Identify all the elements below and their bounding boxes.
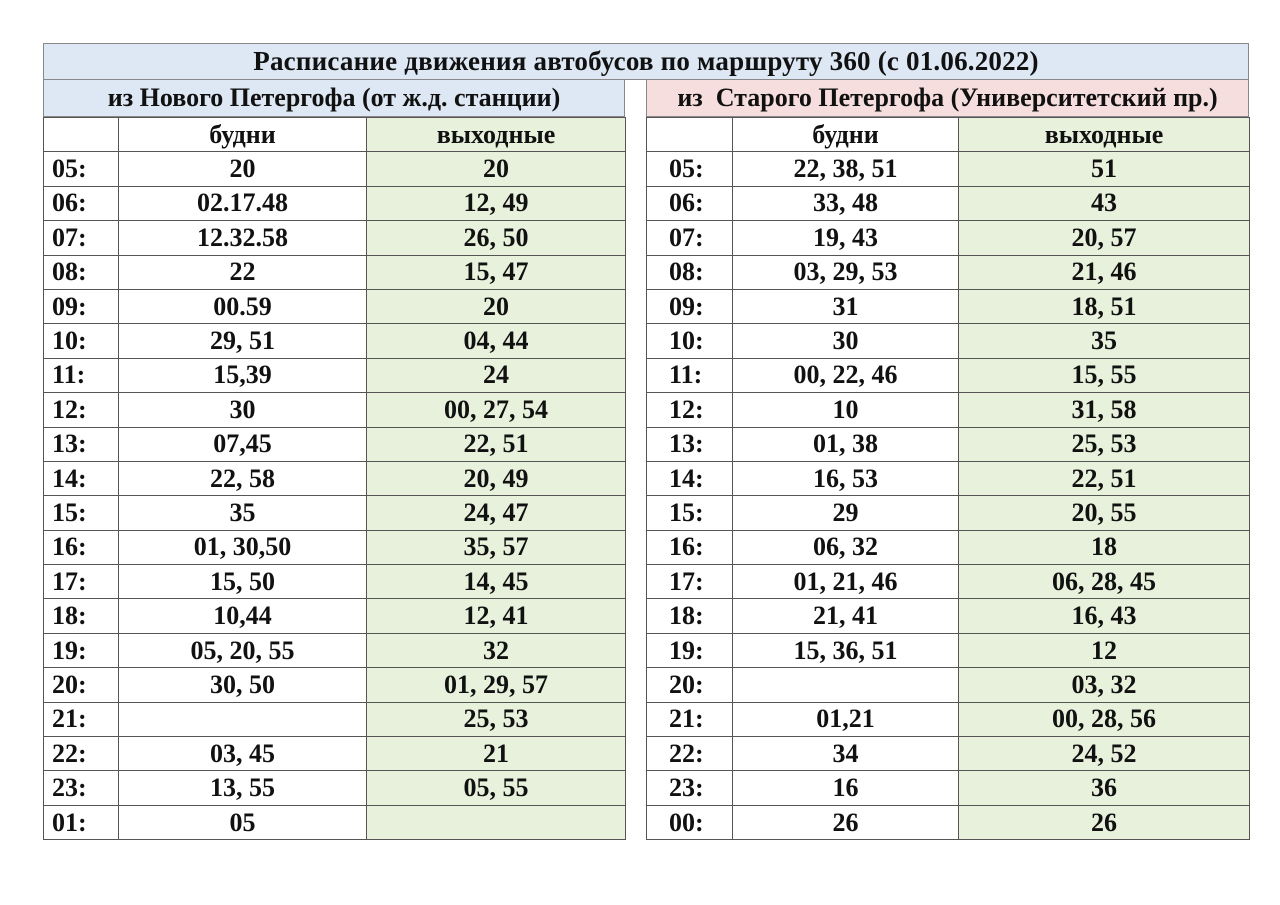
- weekend-times-cell: 24, 47: [367, 496, 626, 530]
- hour-cell: 01:: [44, 805, 119, 839]
- table-header-row: [647, 118, 1250, 152]
- hour-cell: 09:: [647, 289, 733, 323]
- weekdays-times-cell: 16, 53: [733, 461, 959, 495]
- weekdays-times-cell: 07,45: [119, 427, 367, 461]
- weekdays-times-cell: 16: [733, 771, 959, 805]
- weekend-times-cell: 35: [959, 324, 1250, 358]
- table-row: [647, 461, 1250, 495]
- table-row: [44, 289, 626, 323]
- schedule-title: Расписание движения автобусов по маршруту 360 (с 01.06.2022): [43, 43, 1249, 80]
- weekend-times-cell: 12, 49: [367, 186, 626, 220]
- hour-cell: 14:: [647, 461, 733, 495]
- table-row: [647, 737, 1250, 771]
- hour-cell: 13:: [647, 427, 733, 461]
- weekdays-times-cell: 26: [733, 805, 959, 839]
- weekdays-times-cell: 00.59: [119, 289, 367, 323]
- weekend-times-cell: 24, 52: [959, 737, 1250, 771]
- hour-cell: 21:: [44, 702, 119, 736]
- hour-cell: 18:: [44, 599, 119, 633]
- hour-cell: 11:: [647, 358, 733, 392]
- table-row: [647, 289, 1250, 323]
- hour-cell: 09:: [44, 289, 119, 323]
- weekend-times-cell: 18, 51: [959, 289, 1250, 323]
- weekend-times-cell: 24: [367, 358, 626, 392]
- weekdays-column-header: будни: [733, 118, 959, 152]
- table-row: [44, 461, 626, 495]
- weekend-column-header: выходные: [959, 118, 1250, 152]
- hour-cell: 21:: [647, 702, 733, 736]
- weekend-times-cell: 05, 55: [367, 771, 626, 805]
- weekend-times-cell: 32: [367, 633, 626, 667]
- hour-cell: 05:: [647, 152, 733, 186]
- hour-cell: 19:: [44, 633, 119, 667]
- hour-cell: 22:: [647, 737, 733, 771]
- table-row: [647, 702, 1250, 736]
- weekdays-times-cell: 20: [119, 152, 367, 186]
- weekdays-times-cell: 00, 22, 46: [733, 358, 959, 392]
- table-row: [44, 496, 626, 530]
- weekend-times-cell: 20, 49: [367, 461, 626, 495]
- table-row: [44, 737, 626, 771]
- weekend-times-cell: 18: [959, 530, 1250, 564]
- hour-cell: 07:: [647, 221, 733, 255]
- weekend-times-cell: 00, 27, 54: [367, 393, 626, 427]
- weekend-column-header: выходные: [367, 118, 626, 152]
- weekend-times-cell: 15, 47: [367, 255, 626, 289]
- weekdays-times-cell: 33, 48: [733, 186, 959, 220]
- table-row: [44, 599, 626, 633]
- weekend-times-cell: 26, 50: [367, 221, 626, 255]
- hour-cell: 16:: [44, 530, 119, 564]
- hour-cell: 06:: [647, 186, 733, 220]
- weekdays-times-cell: [119, 702, 367, 736]
- hour-cell: 07:: [44, 221, 119, 255]
- table-row: [647, 633, 1250, 667]
- weekdays-times-cell: 15, 50: [119, 565, 367, 599]
- hour-cell: 18:: [647, 599, 733, 633]
- weekend-times-cell: 00, 28, 56: [959, 702, 1250, 736]
- weekend-times-cell: 43: [959, 186, 1250, 220]
- table-row: [44, 530, 626, 564]
- weekdays-times-cell: 22: [119, 255, 367, 289]
- weekdays-times-cell: 03, 45: [119, 737, 367, 771]
- table-row: [647, 324, 1250, 358]
- weekdays-times-cell: 03, 29, 53: [733, 255, 959, 289]
- hour-cell: 12:: [647, 393, 733, 427]
- weekend-times-cell: 15, 55: [959, 358, 1250, 392]
- hour-cell: 16:: [647, 530, 733, 564]
- weekdays-times-cell: 15,39: [119, 358, 367, 392]
- weekend-times-cell: 25, 53: [367, 702, 626, 736]
- table-row: [647, 496, 1250, 530]
- weekdays-times-cell: 22, 38, 51: [733, 152, 959, 186]
- weekdays-times-cell: 19, 43: [733, 221, 959, 255]
- right-direction-heading: из Старого Петергофа (Университетский пр.): [646, 80, 1249, 117]
- right-schedule-table: [646, 117, 1250, 840]
- table-row: [647, 427, 1250, 461]
- weekdays-times-cell: 30: [733, 324, 959, 358]
- weekdays-times-cell: 01, 30,50: [119, 530, 367, 564]
- weekend-times-cell: 21, 46: [959, 255, 1250, 289]
- weekend-times-cell: 14, 45: [367, 565, 626, 599]
- weekend-times-cell: 31, 58: [959, 393, 1250, 427]
- table-row: [647, 530, 1250, 564]
- hour-cell: 11:: [44, 358, 119, 392]
- hour-cell: 22:: [44, 737, 119, 771]
- table-row: [44, 565, 626, 599]
- weekdays-times-cell: 01, 21, 46: [733, 565, 959, 599]
- weekdays-times-cell: 13, 55: [119, 771, 367, 805]
- weekend-times-cell: 16, 43: [959, 599, 1250, 633]
- weekdays-times-cell: 10,44: [119, 599, 367, 633]
- weekdays-times-cell: 31: [733, 289, 959, 323]
- weekdays-times-cell: 12.32.58: [119, 221, 367, 255]
- table-row: [44, 358, 626, 392]
- weekdays-times-cell: 01, 38: [733, 427, 959, 461]
- hour-cell: 17:: [647, 565, 733, 599]
- table-row: [44, 427, 626, 461]
- weekdays-times-cell: 10: [733, 393, 959, 427]
- hour-cell: 05:: [44, 152, 119, 186]
- hour-cell: 15:: [647, 496, 733, 530]
- table-row: [44, 255, 626, 289]
- weekdays-times-cell: 29: [733, 496, 959, 530]
- table-row: [44, 668, 626, 702]
- table-row: [44, 324, 626, 358]
- table-row: [647, 771, 1250, 805]
- left-schedule-body: [44, 152, 626, 840]
- weekend-times-cell: 26: [959, 805, 1250, 839]
- weekend-times-cell: 51: [959, 152, 1250, 186]
- hour-cell: 14:: [44, 461, 119, 495]
- table-row: [647, 668, 1250, 702]
- weekdays-column-header: будни: [119, 118, 367, 152]
- hour-cell: 12:: [44, 393, 119, 427]
- weekdays-times-cell: 22, 58: [119, 461, 367, 495]
- weekdays-times-cell: 02.17.48: [119, 186, 367, 220]
- table-row: [647, 358, 1250, 392]
- hour-cell: 17:: [44, 565, 119, 599]
- weekend-times-cell: 20: [367, 152, 626, 186]
- weekend-times-cell: 04, 44: [367, 324, 626, 358]
- hour-column-header: [44, 118, 119, 152]
- hour-column-header: [647, 118, 733, 152]
- weekdays-times-cell: 30, 50: [119, 668, 367, 702]
- weekend-times-cell: 36: [959, 771, 1250, 805]
- hour-cell: 15:: [44, 496, 119, 530]
- right-schedule-body: [647, 152, 1250, 840]
- hour-cell: 13:: [44, 427, 119, 461]
- table-row: [44, 186, 626, 220]
- weekdays-times-cell: 30: [119, 393, 367, 427]
- table-row: [44, 393, 626, 427]
- table-row: [44, 771, 626, 805]
- weekdays-times-cell: 01,21: [733, 702, 959, 736]
- weekend-times-cell: 20, 55: [959, 496, 1250, 530]
- table-row: [44, 702, 626, 736]
- left-direction-heading: из Нового Петергофа (от ж.д. станции): [43, 80, 625, 117]
- weekdays-times-cell: 06, 32: [733, 530, 959, 564]
- hour-cell: 10:: [44, 324, 119, 358]
- table-row: [44, 805, 626, 839]
- hour-cell: 10:: [647, 324, 733, 358]
- weekend-times-cell: 12: [959, 633, 1250, 667]
- weekdays-times-cell: 21, 41: [733, 599, 959, 633]
- weekend-times-cell: [367, 805, 626, 839]
- weekend-times-cell: 25, 53: [959, 427, 1250, 461]
- table-row: [647, 152, 1250, 186]
- weekend-times-cell: 21: [367, 737, 626, 771]
- table-header-row: [44, 118, 626, 152]
- hour-cell: 20:: [647, 668, 733, 702]
- table-row: [647, 565, 1250, 599]
- hour-cell: 08:: [44, 255, 119, 289]
- weekend-times-cell: 03, 32: [959, 668, 1250, 702]
- hour-cell: 23:: [647, 771, 733, 805]
- weekdays-times-cell: 15, 36, 51: [733, 633, 959, 667]
- hour-cell: 23:: [44, 771, 119, 805]
- hour-cell: 19:: [647, 633, 733, 667]
- weekdays-times-cell: 29, 51: [119, 324, 367, 358]
- table-row: [647, 221, 1250, 255]
- weekend-times-cell: 22, 51: [367, 427, 626, 461]
- weekdays-times-cell: 05: [119, 805, 367, 839]
- weekend-times-cell: 01, 29, 57: [367, 668, 626, 702]
- left-schedule-table: [43, 117, 626, 840]
- table-row: [647, 599, 1250, 633]
- weekdays-times-cell: 35: [119, 496, 367, 530]
- table-row: [647, 393, 1250, 427]
- table-row: [44, 633, 626, 667]
- weekend-times-cell: 20, 57: [959, 221, 1250, 255]
- weekend-times-cell: 22, 51: [959, 461, 1250, 495]
- weekend-times-cell: 20: [367, 289, 626, 323]
- table-row: [647, 255, 1250, 289]
- weekend-times-cell: 35, 57: [367, 530, 626, 564]
- hour-cell: 06:: [44, 186, 119, 220]
- hour-cell: 08:: [647, 255, 733, 289]
- weekdays-times-cell: 05, 20, 55: [119, 633, 367, 667]
- hour-cell: 20:: [44, 668, 119, 702]
- weekdays-times-cell: [733, 668, 959, 702]
- weekdays-times-cell: 34: [733, 737, 959, 771]
- weekend-times-cell: 06, 28, 45: [959, 565, 1250, 599]
- table-row: [647, 186, 1250, 220]
- weekend-times-cell: 12, 41: [367, 599, 626, 633]
- hour-cell: 00:: [647, 805, 733, 839]
- table-row: [647, 805, 1250, 839]
- table-row: [44, 152, 626, 186]
- table-row: [44, 221, 626, 255]
